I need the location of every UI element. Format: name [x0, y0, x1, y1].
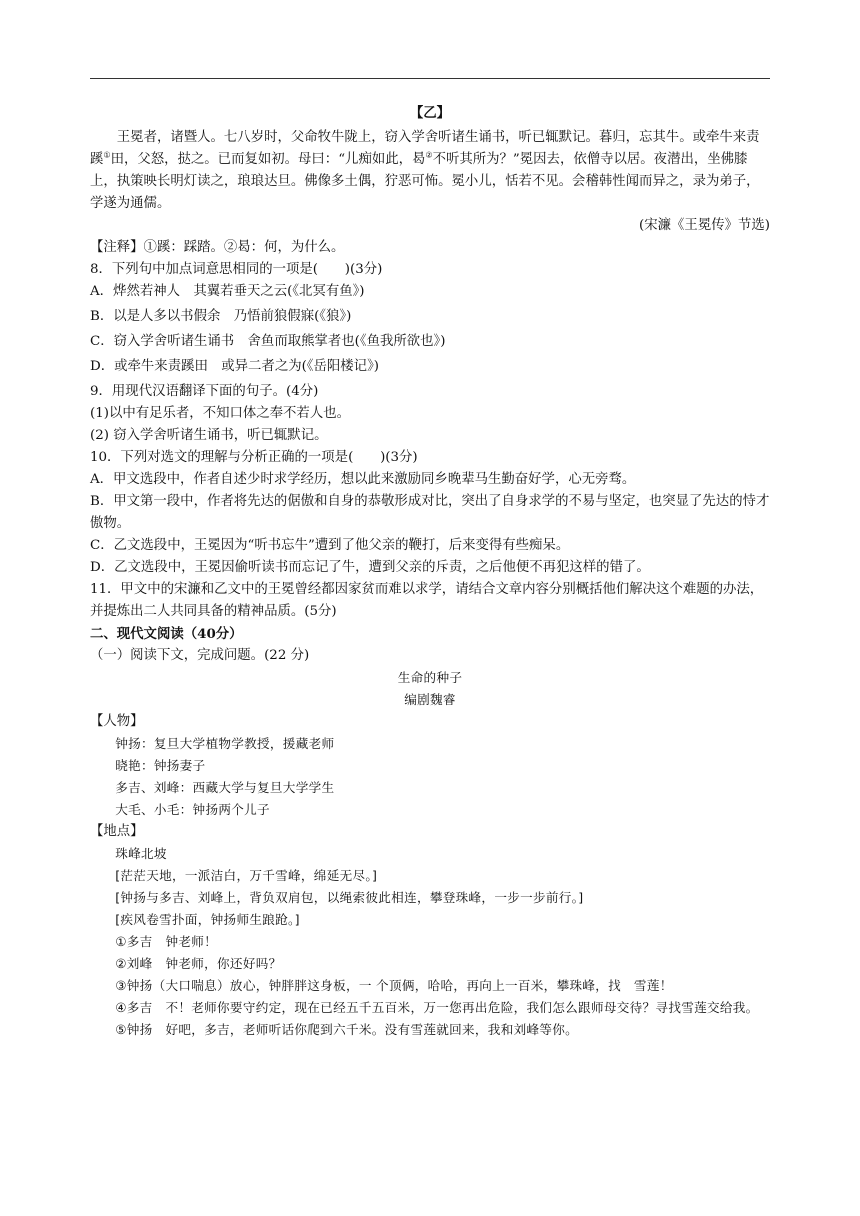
document-page [90, 102, 770, 1041]
character-item: 大毛、小毛：钟扬两个儿子 [115, 802, 270, 817]
header-rule [90, 78, 770, 79]
question-8-option-d: D．或牵牛来责蹊田 或异二者之为(《岳阳楼记》) [90, 359, 379, 374]
play-title: 生命的种子 [397, 670, 463, 685]
stage-direction: [钟扬与多吉、刘峰上，背负双肩包，以绳索彼此相连，攀登珠峰，一步一步前行。] [115, 890, 584, 905]
question-9-item-2: (2) 窃入学舍听诸生诵书，听已辄默记。 [90, 428, 328, 443]
annotation-notes: 【注释】①蹊：踩踏。②曷：何，为什么。 [90, 240, 345, 255]
character-item: 钟扬：复旦大学植物学教授，援藏老师 [115, 736, 335, 751]
note-1-marker: ① [103, 150, 111, 160]
question-9-stem: 9．用现代汉语翻译下面的句子。(4分) [90, 384, 319, 399]
question-10-stem: 10．下列对选文的理解与分析正确的一项是( )(3分) [90, 450, 418, 465]
source-citation: (宋濂《王冕传》节选) [639, 218, 770, 233]
question-9-item-1: (1)以中有足乐者，不知口体之奉不若人也。 [90, 406, 350, 421]
character-item: 多吉、刘峰：西藏大学与复旦大学学生 [115, 780, 335, 795]
play-author: 编剧魏睿 [404, 692, 456, 707]
location-header: 【地点】 [90, 824, 144, 839]
location-value: 珠峰北坡 [115, 846, 167, 861]
section-yi-paragraph [90, 127, 770, 215]
stage-direction: [茫茫天地，一派洁白，万千雪峰，绵延无尽。] [115, 868, 378, 883]
question-8-option-c: C．窃入学舍听诸生诵书 舍鱼而取熊掌者也(《鱼我所欲也》) [90, 334, 446, 349]
dialogue-line: ④多吉 不！老师你要守约定，现在已经五千五百米，万一您再出危险，我们怎么跟师母交待？寻找雪莲交给我。 [115, 1000, 759, 1015]
paragraph-part-3: 不听其所为？”冕因去，依僧寺以居。夜潜出，坐佛膝上，执策映长明灯读之，琅琅达旦。佛像多土偶，狞恶可怖。冕小儿，恬若不见。会稽韩性闻而异之，录为弟子，学遂为通儒。 [90, 152, 760, 211]
question-10-option-a: A．甲文选段中，作者自述少时求学经历，想以此来激励同乡晚辈马生勤奋好学，心无旁骛。 [90, 472, 636, 487]
dialogue-line: ②刘峰 钟老师，你还好吗？ [115, 956, 282, 971]
paragraph-part-2: 田，父怒，挞之。已而复如初。母曰：“儿痴如此，曷 [110, 152, 426, 167]
section-two-subheading: （一）阅读下文，完成问题。(22 分) [90, 648, 310, 663]
question-10-option-b: B．甲文第一段中，作者将先达的倨傲和自身的恭敬形成对比，突出了自身求学的不易与坚定，也突显了先达的恃才傲物。 [90, 494, 770, 531]
stage-direction: [疾风卷雪扑面，钟扬师生踉跄。] [115, 912, 300, 927]
question-10-option-d: D．乙文选段中，王冕因偷听读书而忘记了牛，遭到父亲的斥责，之后他便不再犯这样的错了。 [90, 560, 650, 575]
question-8-option-a: A．烨然若神人 其翼若垂天之云(《北冥有鱼》) [90, 284, 365, 299]
section-yi-header: 【乙】 [409, 105, 451, 121]
question-8-option-b: B．以是人多以书假余 乃悟前狼假寐(《狼》) [90, 309, 352, 324]
paragraph-part-1: 王冕者，诸暨人。七八岁时，父命牧牛陇上，窃入学舍听诸生诵书，听已辄默记。暮归，忘其牛。或牵牛来责蹊 [90, 130, 760, 167]
section-two-heading: 二、现代文阅读（40分） [90, 626, 243, 642]
dialogue-line: ③钟扬（大口喘息）放心，钟胖胖这身板，一 个顶俩，哈哈，再向上一百米，攀珠峰，找 雪莲！ [115, 978, 673, 993]
question-10-option-c: C．乙文选段中，王冕因为“听书忘牛”遭到了他父亲的鞭打，后来变得有些痴呆。 [90, 538, 570, 553]
dialogue-line: ⑤钟扬 好吧，多吉，老师听话你爬到六千米。没有雪莲就回来，我和刘峰等你。 [115, 1022, 579, 1037]
dialogue-line: ①多吉 钟老师！ [115, 934, 218, 949]
characters-header: 【人物】 [90, 714, 144, 729]
note-2-marker: ② [425, 150, 433, 160]
question-11-stem: 11．甲文中的宋濂和乙文中的王冕曾经都因家贫而难以求学，请结合文章内容分别概括他们解决这个难题的办法，并提炼出二人共同具备的精神品质。(5分) [90, 582, 764, 619]
question-8-stem: 8．下列句中加点词意思相同的一项是( )(3分) [90, 262, 383, 277]
character-item: 晓艳：钟扬妻子 [115, 758, 206, 773]
